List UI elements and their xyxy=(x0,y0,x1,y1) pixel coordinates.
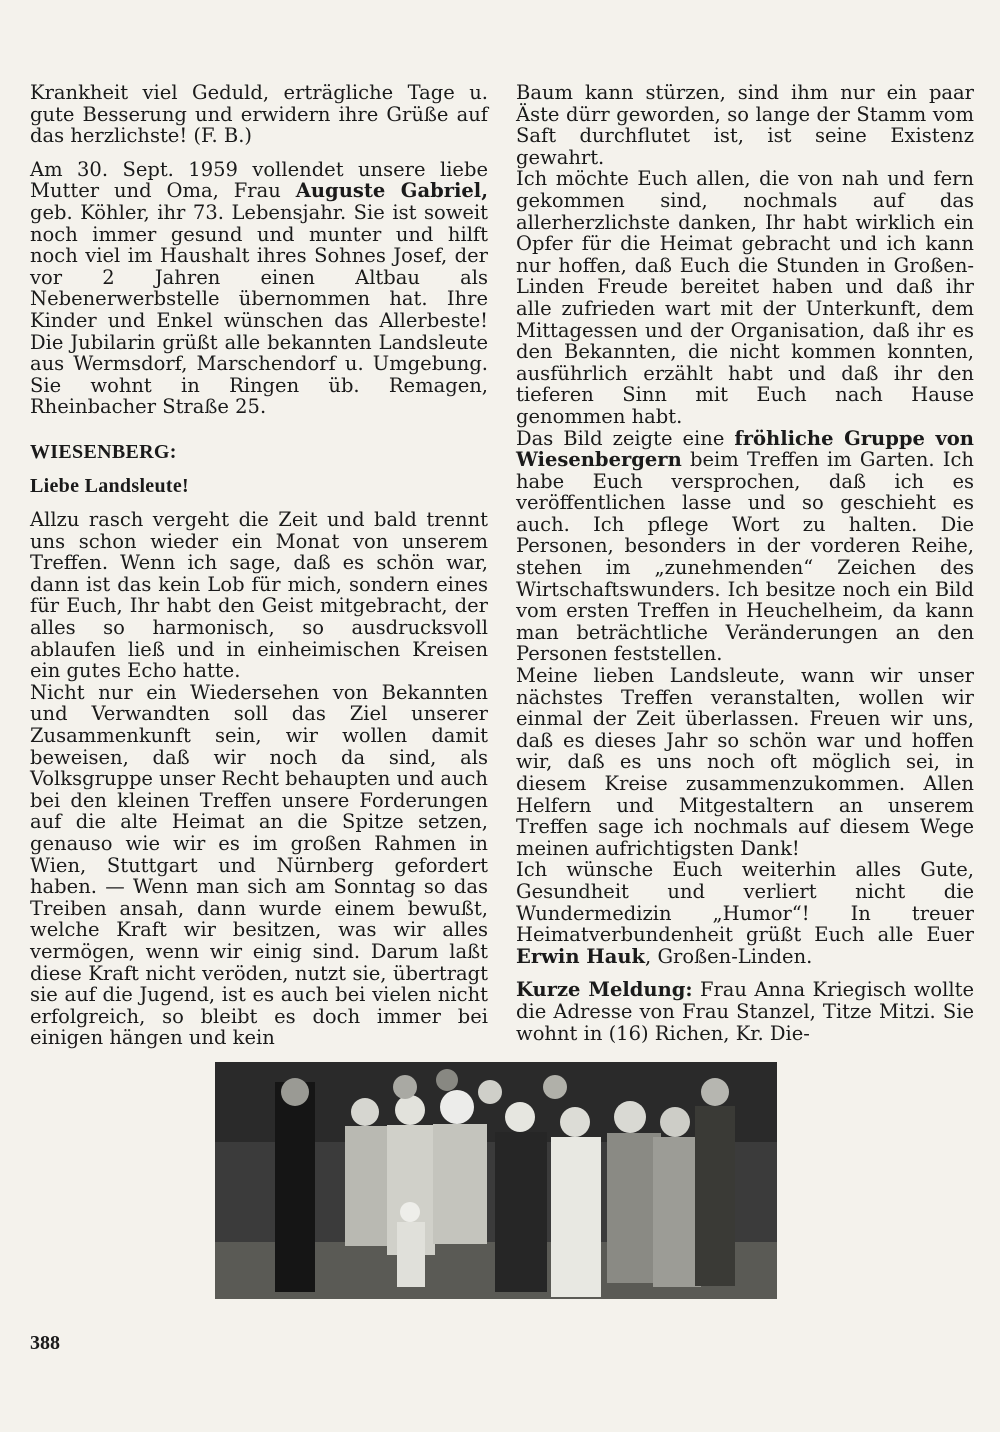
salutation: Liebe Landsleute! xyxy=(30,474,189,497)
birthday-text-start: Am 30. Sept. 1959 vollendet unsere liebe Mutter und Oma, Frau xyxy=(30,157,488,203)
left-column xyxy=(30,82,488,1049)
photo-group-highlight: fröhliche Gruppe von Wiesenbergern xyxy=(516,426,974,472)
author-name: Erwin Hauk xyxy=(516,944,646,968)
paragraph-photo-description xyxy=(516,428,974,666)
photo-text-start: Das Bild zeigte eine xyxy=(516,426,735,450)
paragraph-closing-greeting: Krankheit viel Geduld, erträgliche Tage u. gute Besserung und erwidern ihre Grüße auf das herzlichste! (F. B.) xyxy=(30,81,488,148)
group-photo-illustration xyxy=(215,1062,777,1299)
section-heading-wiesenberg: WIESENBERG: xyxy=(30,440,177,463)
paragraph-meeting-recap: Allzu rasch vergeht die Zeit und bald trennt uns schon wieder ein Monat von unserem Treffen. Wenn ich sage, daß es schön war, dann ist das kein Lob für mich, sondern eines für Euch, Ihr habt den Geist mitgebracht, der alles so harmonisch, so ausdrucksvoll ablaufen ließ und in einheimischen Kreisen ein gutes Echo hatte. xyxy=(30,508,488,683)
paragraph-birthday-notice xyxy=(30,159,488,418)
birthday-text-rest: geb. Köhler, ihr 73. Lebensjahr. Sie ist soweit noch immer gesund und munter und hilft noch viel im Haushalt ihres Sohnes Josef, der vor 2 Jahren einen Altbau als Nebenerwerbstelle übernommen hat. Ihre Kinder und Enkel wünschen das Allerbeste! Die Jubilarin grüßt alle bekannten Landsleute aus Wermsdorf, Marschendorf u. Umgebung. Sie wohnt in Ringen üb. Remagen, Rheinbacher Straße 25. xyxy=(30,200,488,419)
right-column xyxy=(516,82,974,1044)
paragraph-farewell xyxy=(516,859,974,967)
paragraph-thanks: Ich möchte Euch allen, die von nah und fern gekommen sind, nochmals auf das allerherzlichste danken, Ihr habt wirklich ein Opfer für die Heimat gebracht und ich kann nur hoffen, daß Euch die Stunden in Großen-Linden Freude bereitet haben und daß ihr alle zufrieden wart mit der Unterkunft, dem Mittagessen und der Organisation, daß ihr es den Bekannten, die nicht kommen konnten, ausführlich erzählt habt und daß ihr den tieferen Sinn mit Euch nach Hause genommen habt. xyxy=(516,167,974,428)
paragraph-meeting-purpose: Nicht nur ein Wiedersehen von Bekannten und Verwandten soll das Ziel unserer Zusammenkunft sein, wir wollen damit beweisen, daß wir noch da sind, als Volksgruppe unser Recht behaupten und auch bei den kleinen Treffen unsere Forderungen auf die alte Heimat an die Spitze setzen, genauso wie wir es im großen Rahmen in Wien, Stuttgart und Nürnberg gefordert haben. — Wenn man sich am Sonntag so das Treiben ansah, dann wurde einem bewußt, welche Kraft wir besitzen, was wir alles vermögen, wenn wir einig sind. Darum laßt diese Kraft nicht veröden, nutzt sie, übertragt sie auf die Jugend, ist es auch bei vielen nicht erfolgreich, so bleibt es doch immer bei einigen hängen und kein xyxy=(30,680,488,1050)
page-number: 388 xyxy=(30,1332,60,1354)
photo-text-rest: beim Treffen im Garten. Ich habe Euch versprochen, daß ich es veröffentlichen lasse und so geschieht es auch. Ich pflege Wort zu halten. Die Personen, besonders in der vorderen Reihe, stehen im „zunehmenden“ Zeichen des Wirtschaftswunders. Ich besitze noch ein Bild vom ersten Treffen in Heuchelheim, da kann man beträchtliche Veränderungen an den Personen feststellen. xyxy=(516,448,974,666)
short-notice-label: Kurze Meldung: xyxy=(516,978,693,1002)
farewell-text-start: Ich wünsche Euch weiterhin alles Gute, Gesundheit und verliert nicht die Wundermedizin „Humor“! In treuer Heimatverbundenheit grüßt Euch alle Euer xyxy=(516,858,974,947)
group-photo xyxy=(215,1062,777,1299)
farewell-text-rest: , Großen-Linden. xyxy=(645,944,813,968)
paragraph-short-notice xyxy=(516,979,974,1044)
paragraph-next-meeting: Meine lieben Landsleute, wann wir unser nächstes Treffen veranstalten, wollen wir einmal der Zeit überlassen. Freuen wir uns, daß es dieses Jahr so schön war und hoffen wir, daß es uns noch oft möglich sei, in diesem Kreise zusammenzukommen. Allen Helfern und Mitgestaltern an unserem Treffen sage ich nochmals auf diesem Wege meinen aufrichtigsten Dank! xyxy=(516,664,974,860)
paragraph-tree-metaphor: Baum kann stürzen, sind ihm nur ein paar Äste dürr geworden, so lange der Stamm vom Saft durchflutet ist, ist seine Existenz gewahrt. xyxy=(516,81,974,169)
jubilarin-name: Auguste Gabriel, xyxy=(295,179,488,203)
short-notice-text: Frau Anna Kriegisch wollte die Adresse von Frau Stanzel, Titze Mitzi. Sie wohnt in (16) Richen, Kr. Die- xyxy=(516,978,974,1045)
